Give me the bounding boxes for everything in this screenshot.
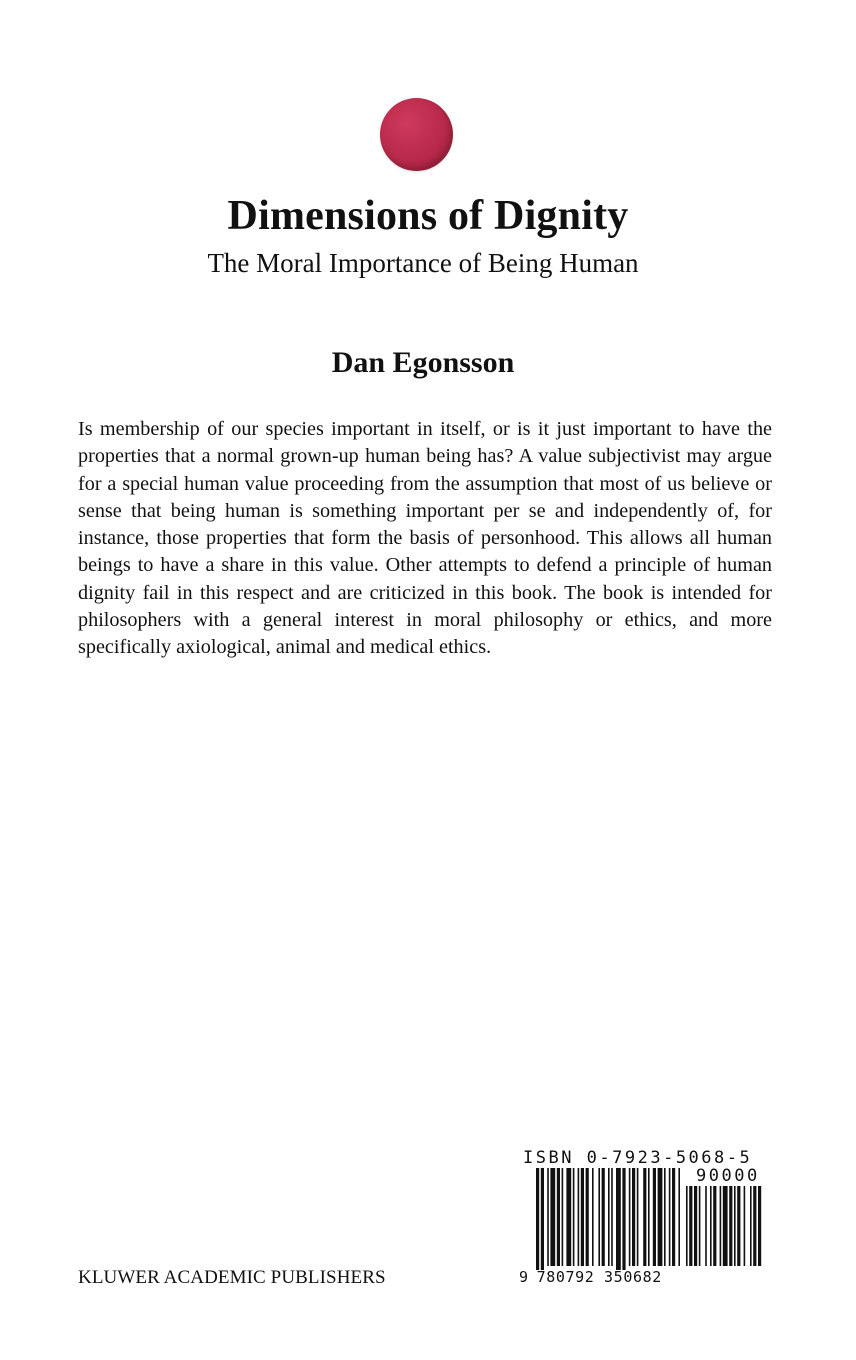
- barcode-bar: [758, 1186, 761, 1266]
- isbn-label: ISBN 0-7923-5068-5: [523, 1148, 753, 1168]
- barcode-bar: [608, 1168, 610, 1266]
- barcode-bar: [541, 1168, 544, 1270]
- barcode-bar: [669, 1168, 671, 1266]
- barcode-bar: [578, 1168, 580, 1266]
- barcode-bar: [753, 1186, 756, 1266]
- isbn-barcode: [518, 1148, 768, 1288]
- barcode-ean-first-digit: 9: [519, 1268, 529, 1286]
- barcode-bar: [616, 1168, 621, 1270]
- barcode-bar: [562, 1168, 564, 1266]
- barcode-bar: [557, 1168, 560, 1266]
- barcode-bar: [705, 1186, 707, 1266]
- barcode-bar: [611, 1168, 613, 1266]
- barcode-bar: [592, 1168, 594, 1266]
- barcode-ean-main-digits: 780792 350682: [536, 1268, 662, 1286]
- barcode-bar: [648, 1168, 650, 1266]
- barcode-bar: [581, 1168, 584, 1266]
- barcode-bar: [672, 1168, 675, 1266]
- barcode-bars: [518, 1148, 768, 1270]
- barcode-bar: [536, 1168, 539, 1270]
- barcode-bar: [678, 1168, 680, 1266]
- barcode-addon-digits: 90000: [696, 1166, 760, 1186]
- book-title: Dimensions of Dignity: [227, 193, 629, 239]
- barcode-bar: [723, 1186, 728, 1266]
- barcode-bar: [602, 1168, 605, 1266]
- barcode-bar: [689, 1186, 692, 1266]
- barcode-bar: [586, 1168, 589, 1266]
- barcode-bar: [686, 1186, 688, 1266]
- barcode-bar: [664, 1168, 666, 1266]
- barcode-bar: [744, 1186, 746, 1266]
- barcode-bar: [550, 1168, 555, 1266]
- barcode-bar: [632, 1168, 635, 1266]
- barcode-bar: [737, 1186, 740, 1266]
- barcode-bar: [653, 1168, 656, 1266]
- book-author: Dan Egonsson: [331, 346, 515, 379]
- barcode-bar: [629, 1168, 631, 1266]
- barcode-bar: [750, 1186, 752, 1266]
- barcode-bar: [573, 1168, 575, 1266]
- book-subtitle: The Moral Importance of Being Human: [207, 248, 639, 278]
- barcode-bar: [729, 1186, 732, 1266]
- barcode-bar: [699, 1186, 701, 1266]
- barcode-bar: [694, 1186, 697, 1266]
- barcode-bar: [658, 1168, 663, 1266]
- publisher-logo-dot: [380, 98, 453, 171]
- barcode-ean-digits: [519, 1267, 662, 1287]
- barcode-bar: [622, 1168, 625, 1270]
- book-blurb: Is membership of our species important in itself, or is it just important to have the properties that a normal grown-up human being has? A value subjectivist may argue for a special human value proceeding from the assumption that most of us believe or sense that being human is something important per se and independently of, for instance, those properties that form the basis of personhood. This allows all human beings to have a share in this value. Other attempts to defend a principle of human dignity fail in this respect and are criticized in this book. The book is intended for philosophers with a general interest in moral philosophy or ethics, and more specifically axiological, animal and medical ethics.: [78, 418, 772, 659]
- barcode-bar: [734, 1186, 736, 1266]
- barcode-bar: [643, 1168, 646, 1266]
- barcode-bar: [547, 1168, 549, 1266]
- barcode-bar: [720, 1186, 722, 1266]
- barcode-bar: [637, 1168, 639, 1266]
- barcode-bar: [713, 1186, 716, 1266]
- publisher-name: KLUWER ACADEMIC PUBLISHERS: [78, 1267, 386, 1288]
- barcode-bar: [598, 1168, 600, 1266]
- barcode-bar: [566, 1168, 571, 1266]
- barcode-bar: [710, 1186, 712, 1266]
